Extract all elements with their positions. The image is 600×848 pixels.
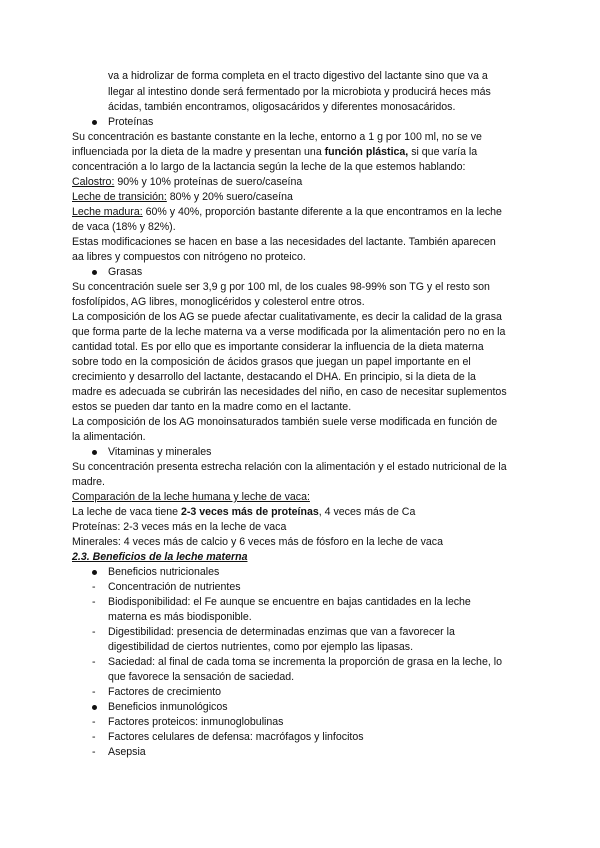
list-item-cont: digestibilidad de ciertos nutrientes, como por ejemplo las lipasas. — [108, 641, 414, 653]
grasas-line-3: La composición de los AG se puede afectar cualitativamente, es decir la calidad de la grasa — [72, 311, 502, 323]
dash-marker: - — [92, 581, 96, 593]
bullet-dot — [92, 705, 97, 710]
comparacion-line-3: Minerales: 4 veces más de calcio y 6 veces más de fósforo en la leche de vaca — [72, 536, 443, 548]
comparacion-line-2: Proteínas: 2-3 veces más en la leche de vaca — [72, 521, 287, 533]
madura-line: Leche madura: 60% y 40%, proporción bastante diferente a la que encontramos en la leche — [72, 206, 502, 218]
dash-marker: - — [92, 746, 96, 758]
grasas-line-5: cantidad total. Es por ello que es importante considerar la influencia de la dieta materna — [72, 341, 484, 353]
beneficios-nutricionales: Beneficios nutricionales — [108, 566, 220, 578]
intro-line-2: llegar al intestino donde será fermentado por la microbiota y producirá heces más — [108, 86, 491, 98]
list-item: Asepsia — [108, 746, 146, 758]
intro-line-1: va a hidrolizar de forma completa en el tracto digestivo del lactante sino que va a — [108, 70, 488, 82]
list-item-cont: que favorece la sensación de saciedad. — [108, 671, 295, 683]
beneficios-heading: 2.3. Beneficios de la leche materna — [72, 551, 248, 563]
dash-marker: - — [92, 686, 96, 698]
list-item: Factores proteicos: inmunoglobulinas — [108, 716, 284, 728]
list-item: Saciedad: al final de cada toma se incrementa la proporción de grasa en la leche, lo — [108, 656, 502, 668]
transicion-label: Leche de transición: — [72, 191, 167, 203]
grasas-line-2: fosfolípidos, AG libres, monoglicéridos y colesterol entre otros. — [72, 296, 365, 308]
calostro-line: Calostro: 90% y 10% proteínas de suero/caseína — [72, 176, 303, 188]
intro-line-3: ácidas, también encontramos, oligosacáridos y diferentes monosacáridos. — [108, 101, 456, 113]
comparacion-line-1: La leche de vaca tiene 2-3 veces más de proteínas, 4 veces más de Ca — [72, 506, 416, 518]
vitaminas-line-1: Su concentración presenta estrecha relación con la alimentación y el estado nutricional de la — [72, 461, 507, 473]
section-heading-grasas: Grasas — [108, 266, 143, 278]
dash-marker: - — [92, 656, 96, 668]
bullet-dot — [92, 570, 97, 575]
madura-label: Leche madura: — [72, 206, 143, 218]
dash-marker: - — [92, 596, 96, 608]
grasas-line-4: que forma parte de la leche materna va a verse modificada por la alimentación pero no en la — [72, 326, 506, 338]
beneficios-inmunologicos: Beneficios inmunológicos — [108, 701, 228, 713]
madura-line-2: de vaca (18% y 82%). — [72, 221, 176, 233]
list-item: Factores de crecimiento — [108, 686, 222, 698]
bullet-dot — [92, 120, 97, 125]
list-item-cont: materna es más biodisponible. — [108, 611, 252, 623]
list-item: Factores celulares de defensa: macrófagos y linfocitos — [108, 731, 364, 743]
grasas-line-11: la alimentación. — [72, 431, 146, 443]
vitaminas-line-2: madre. — [72, 476, 105, 488]
list-item: Concentración de nutrientes — [108, 581, 241, 593]
list-item: Digestibilidad: presencia de determinadas enzimas que van a favorecer la — [108, 626, 455, 638]
proteinas-bold: 2-3 veces más de proteínas — [180, 506, 319, 518]
grasas-line-1: Su concentración suele ser 3,9 g por 100 ml, de los cuales 98-99% son TG y el resto son — [72, 281, 490, 293]
grasas-line-8: madre es adecuada se cubrirán las necesidades del niño, en caso de necesitar suplementos — [72, 386, 507, 398]
proteinas-line-1: Su concentración es bastante constante en la leche, entorno a 1 g por 100 ml, no se ve — [72, 131, 482, 143]
dash-marker: - — [92, 716, 96, 728]
grasas-line-7: crecimiento y desarrollo del lactante, destacando el DHA. En principio, si la dieta de la — [72, 371, 476, 383]
section-heading-vitaminas: Vitaminas y minerales — [108, 446, 212, 458]
bullet-dot — [92, 270, 97, 275]
comparacion-heading: Comparación de la leche humana y leche de vaca: — [72, 491, 310, 503]
transicion-line: Leche de transición: 80% y 20% suero/caseína — [72, 191, 293, 203]
grasas-line-6: sobre todo en la composición de ácidos grasos que juegan un papel importante en el — [72, 356, 471, 368]
funcion-plastica-bold: función plástica, — [324, 146, 409, 158]
proteinas-line-3: concentración a lo largo de la lactancia según la leche de la que estemos hablando: — [72, 161, 466, 173]
section-heading-proteinas: Proteínas — [108, 116, 154, 128]
calostro-label: Calostro: — [72, 176, 115, 188]
proteinas-line-2: influenciada por la dieta de la madre y presentan una función plástica, si que varía la — [72, 146, 478, 158]
grasas-line-10: La composición de los AG monoinsaturados también suele verse modificada en función de — [72, 416, 498, 428]
grasas-line-9: estos se pueden dar tanto en la madre como en el lactante. — [72, 401, 352, 413]
modificaciones-line-2: aa libres y compuestos con nitrógeno no proteico. — [72, 251, 306, 263]
bullet-dot — [92, 450, 97, 455]
dash-marker: - — [92, 731, 96, 743]
dash-marker: - — [92, 626, 96, 638]
modificaciones-line-1: Estas modificaciones se hacen en base a las necesidades del lactante. También aparecen — [72, 236, 496, 248]
list-item: Biodisponibilidad: el Fe aunque se encuentre en bajas cantidades en la leche — [108, 596, 471, 608]
